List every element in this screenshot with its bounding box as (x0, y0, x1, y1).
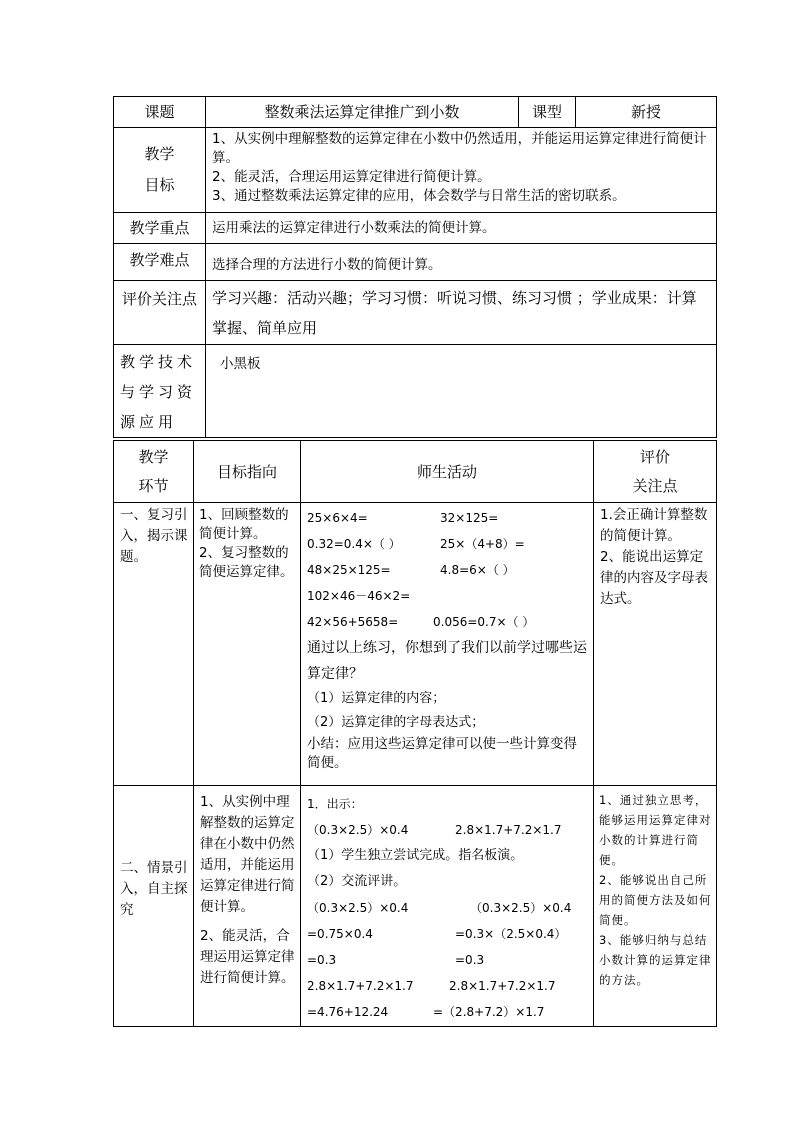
exercise-right: 0.056=0.7×（ ） (433, 615, 535, 629)
calc-left: =0.75×0.4 (307, 927, 373, 941)
review-question (307, 635, 589, 687)
row1-stage-cell (114, 503, 194, 786)
row1-target-cell (194, 503, 301, 786)
eval-label: 评价关注点 (121, 290, 197, 308)
review-item-2: （2）运算定律的字母表达式； (307, 715, 485, 730)
row2-eval-1: 1、通过独立思考，能够运用运算定律对小数的计算进行简便。 (599, 793, 712, 867)
row1-eval-2: 2、能说出运算定律的内容及字母表达式。 (600, 549, 708, 607)
difficulty-label: 教学难点 (129, 251, 190, 269)
exercise-row (307, 583, 589, 609)
exercise-row (307, 531, 589, 557)
calc-row (307, 999, 589, 1025)
target-header-cell (194, 441, 301, 503)
calc-left: =4.76+12.24 (307, 1005, 389, 1019)
row1-eval-1: 1.会正确计算整数的简便计算。 (600, 507, 708, 544)
exercise-right: 32×125= (440, 511, 499, 525)
exercise-row (307, 609, 589, 635)
goals-cell (206, 128, 717, 213)
row1-activity-cell (301, 503, 594, 786)
key-label-cell (114, 213, 206, 244)
calc-row (307, 921, 589, 947)
tech-label: 教学技术与学习资源应用 (120, 353, 197, 431)
calc-right: =0.3×（2.5×0.4） (455, 927, 567, 941)
goal-1: 1、从实例中理解整数的运算定律在小数中仍然适用，并能运用运算定律进行简便计算。 (212, 131, 707, 166)
exercise-left: 25×6×4= (307, 511, 368, 525)
calc-right: （0.3×2.5）×0.4 (470, 901, 572, 915)
goal-label-line2: 目标 (144, 176, 175, 194)
problem-right: 2.8×1.7+7.2×1.7 (455, 823, 562, 837)
tech-value: 小黑板 (220, 356, 261, 372)
eval-header-cell (594, 441, 717, 503)
calc-right: =（2.8+7.2）×1.7 (433, 1005, 545, 1019)
row2-target-cell (194, 786, 301, 1027)
row1-target-2: 2、复习整数的简便运算定律。 (199, 545, 294, 580)
review-summary (307, 735, 589, 773)
target-header: 目标指向 (216, 462, 277, 481)
calc-row (307, 947, 589, 973)
eval-value: 学习兴趣：活动兴趣；学习习惯：听说习惯、练习习惯 ；学业成果：计算掌握、简单应用 (212, 289, 697, 337)
tech-value-cell (206, 345, 717, 438)
review-items (307, 687, 589, 735)
calc-row (307, 895, 589, 921)
difficulty-label-cell (114, 244, 206, 281)
row2-intro: 1．出示： (307, 797, 363, 811)
problem-left: （0.3×2.5）×0.4 (307, 823, 409, 837)
problem-row (307, 817, 589, 843)
exercise-row (307, 557, 589, 583)
calc-right: =0.3 (455, 953, 485, 967)
eval-header-line2: 关注点 (632, 477, 678, 495)
row2-activity-cell (301, 786, 594, 1027)
exercise-row (307, 505, 589, 531)
key-value-cell (206, 213, 717, 244)
row2-step1: （1）学生独立尝试完成。指名板演。 (307, 848, 524, 863)
eval-label-cell (114, 281, 206, 345)
goal-3: 3、通过整数乘法运算定律的应用，体会数学与日常生活的密切联系。 (212, 188, 626, 204)
activity-header-cell (301, 441, 594, 503)
stage-header-cell (114, 441, 194, 503)
row1-eval-cell (594, 503, 717, 786)
row2-stage-cell (114, 786, 194, 1027)
activity-header: 师生活动 (416, 462, 477, 481)
key-value: 运用乘法的运算定律进行小数乘法的简便计算。 (212, 219, 496, 236)
eval-header-line1: 评价 (639, 448, 670, 466)
review-item-1: （1）运算定律的内容； (307, 691, 446, 706)
difficulty-value: 选择合理的方法进行小数的简便计算。 (212, 257, 442, 273)
question-text: 通过以上练习，你想到了我们以前学过哪些运算定律？ (307, 640, 587, 682)
key-label: 教学重点 (129, 219, 190, 237)
review-exercises (307, 505, 589, 635)
type-label-cell (519, 97, 576, 128)
title-label: 课题 (144, 103, 175, 121)
row2-target-2: 2、能灵活，合理运用运算定律进行简便计算。 (200, 928, 295, 986)
tech-label-cell (114, 345, 206, 438)
row2-eval-3: 3、能够归纳与总结小数计算的运算定律的方法。 (599, 933, 712, 987)
row2-step2: （2）交流评讲。 (307, 874, 407, 889)
eval-value-cell (206, 281, 717, 345)
title-value-cell (206, 97, 519, 128)
title-label-cell (114, 97, 206, 128)
row2-eval-cell (594, 786, 717, 1027)
calc-left: =0.3 (307, 953, 337, 967)
type-value: 新授 (630, 103, 661, 121)
summary-text: 小结：应用这些运算定律可以使一些计算变得简便。 (307, 736, 577, 771)
calc-row (307, 973, 589, 999)
goal-label-cell (114, 128, 206, 213)
stage-header-line1: 教学 (138, 448, 169, 466)
exercise-left: 48×25×125= (307, 563, 391, 577)
lesson-info-table (113, 96, 717, 438)
type-value-cell (576, 97, 717, 128)
title-value: 整数乘法运算定律推广到小数 (264, 103, 460, 121)
calc-left: （0.3×2.5）×0.4 (307, 901, 409, 915)
exercise-left: 102×46－46×2= (307, 589, 411, 603)
goal-2: 2、能灵活，合理运用运算定律进行简便计算。 (212, 169, 491, 185)
exercise-right: 4.8=6×（ ） (440, 563, 515, 577)
difficulty-value-cell (206, 244, 717, 281)
row2-target-1: 1、从实例中理解整数的运算定律在小数中仍然适用，并能运用运算定律进行简便计算。 (200, 794, 295, 915)
row2-eval-2: 2、能够说出自己所用的简便方法及如何简便。 (599, 873, 712, 927)
process-table (113, 440, 717, 1027)
exercise-right: 25×（4+8）= (440, 537, 525, 551)
stage-header-line2: 环节 (138, 477, 169, 495)
row2-stage: 二、情景引入，自主探究 (120, 860, 188, 918)
type-label: 课型 (531, 103, 562, 121)
calc-left: 2.8×1.7+7.2×1.7 (307, 979, 414, 993)
goal-label-line1: 教学 (144, 145, 175, 163)
exercise-left: 0.32=0.4×（ ） (307, 537, 401, 551)
calc-right: 2.8×1.7+7.2×1.7 (449, 979, 556, 993)
row1-stage: 一、复习引入，揭示课题。 (120, 507, 188, 565)
row1-target-1: 1、回顾整数的简便计算。 (199, 507, 289, 542)
exercise-left: 42×56+5658= (307, 615, 399, 629)
